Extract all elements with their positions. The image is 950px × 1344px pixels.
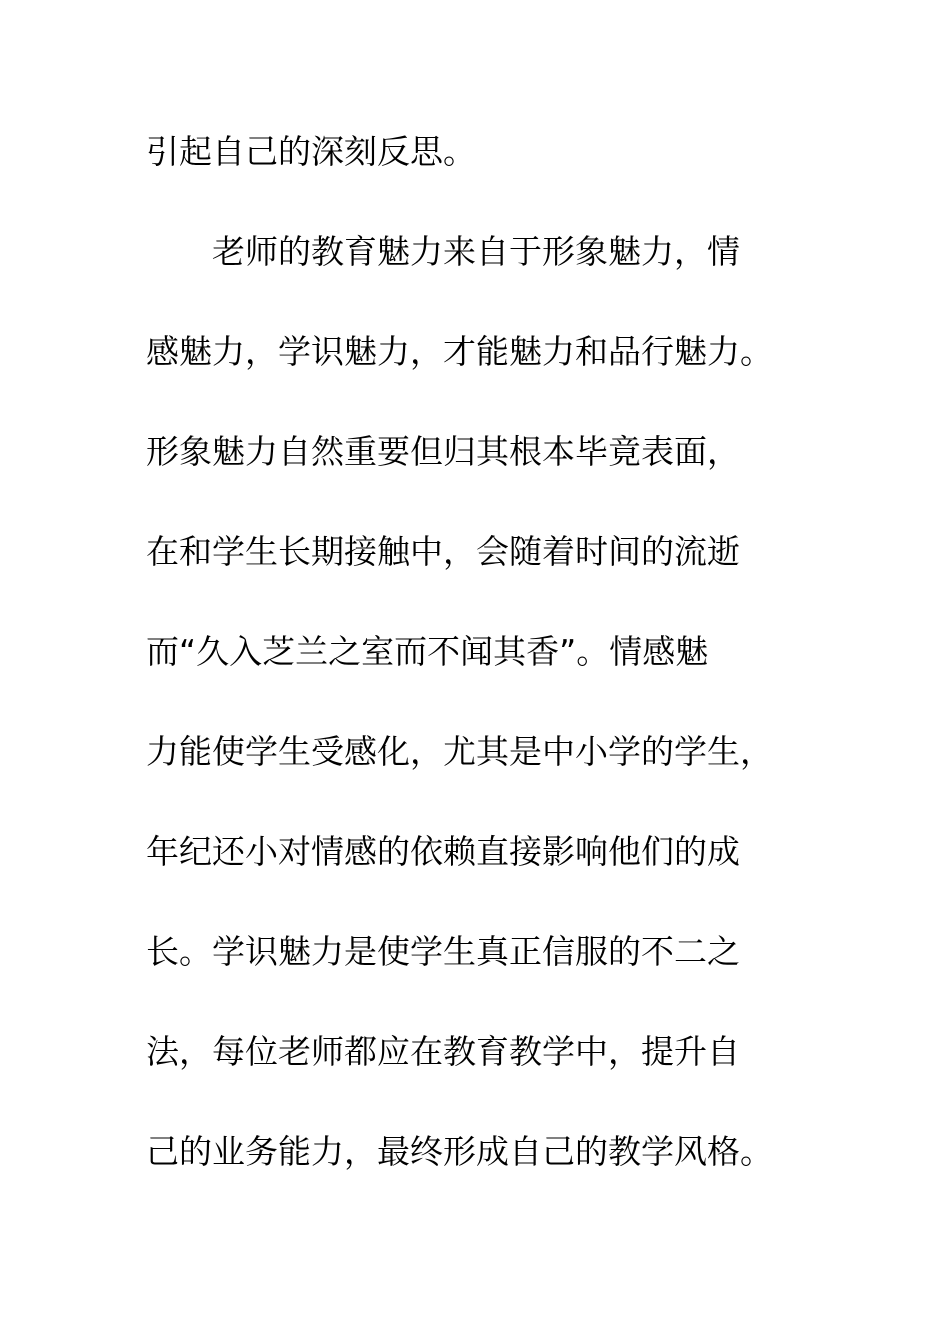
text-line-5: 在和学生长期接触中，会随着时间的流逝	[146, 532, 740, 571]
text-line-11: 己的业务能力，最终形成自己的教学风格。	[146, 1132, 773, 1171]
text-line-6: 而“久入芝兰之室而不闻其香”。情感魅	[146, 632, 709, 671]
text-line-8: 年纪还小对情感的依赖直接影响他们的成	[146, 832, 740, 871]
text-line-3: 感魅力，学识魅力，才能魅力和品行魅力。	[146, 332, 773, 371]
text-line-2: 老师的教育魅力来自于形象魅力，情	[146, 232, 740, 271]
text-line-10: 法，每位老师都应在教育教学中，提升自	[146, 1032, 740, 1071]
text-line-9: 长。学识魅力是使学生真正信服的不二之	[146, 932, 740, 971]
text-line-7: 力能使学生受感化，尤其是中小学的学生，	[146, 732, 773, 771]
text-line-1: 引起自己的深刻反思。	[146, 132, 476, 171]
text-line-4: 形象魅力自然重要但归其根本毕竟表面，	[146, 432, 740, 471]
